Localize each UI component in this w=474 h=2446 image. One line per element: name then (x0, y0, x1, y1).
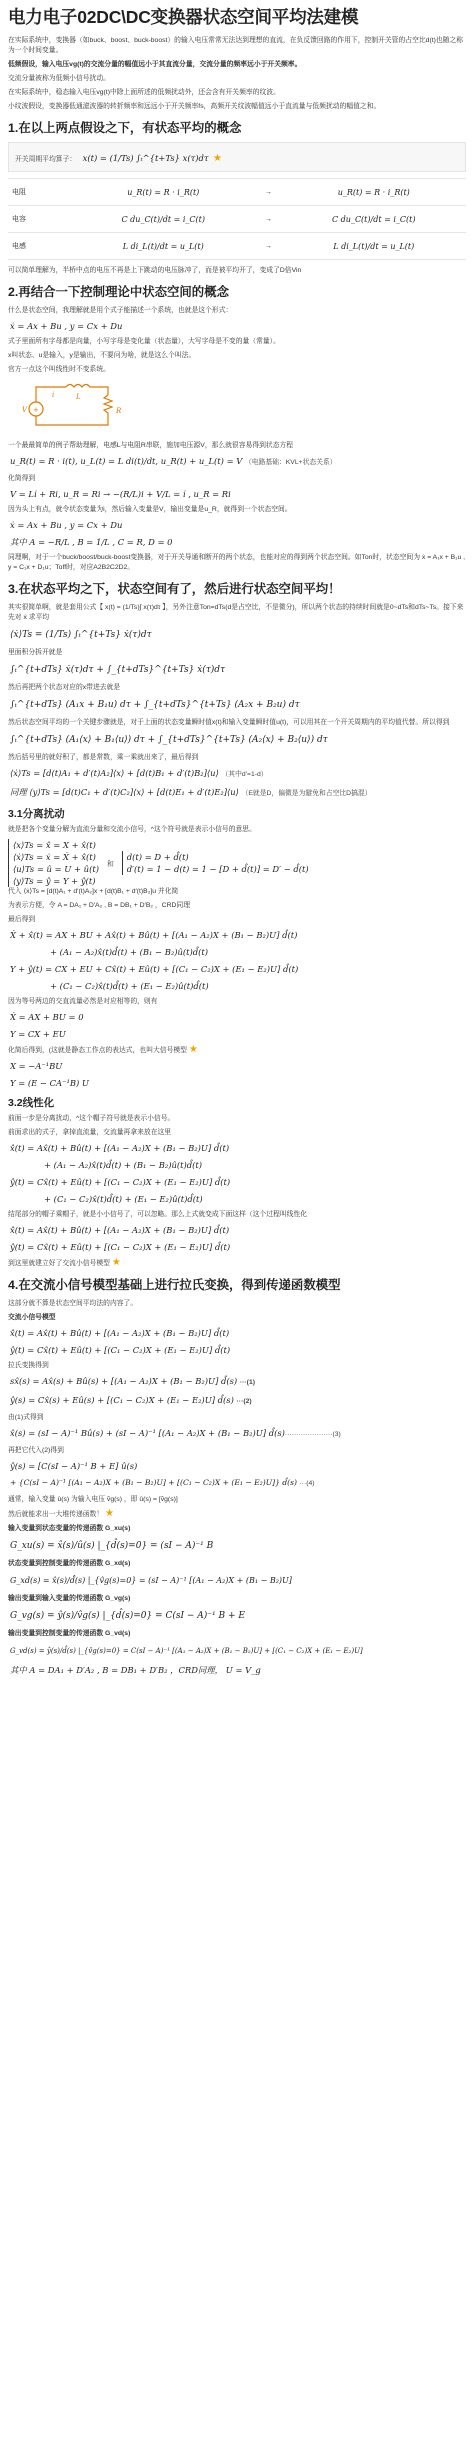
star-icon: ★ (188, 1044, 198, 1055)
output-transfer-equation: ŷ(s) = [C(sI − A)⁻¹ B + E] û(s) (10, 1461, 138, 1471)
perturbation-line: ⟨u⟩Ts = û = U + û(t) (13, 864, 99, 874)
ac-state-equation: x̂̇(t) = Ax̂(t) + Bû(t) + [(A₁ − A₂)X + (B₁ − B₂)U] d̂(t) (10, 1143, 230, 1153)
intro-p4: 在实际系统中，稳态输入电压vg(t)中除上面所述的低频扰动外，还会含有开关频率的纹波。 (8, 89, 280, 96)
paragraph: 然后状态空间平均的一个关键步骤就是，对于上面的状态变量瞬时值x(t)和输入变量瞬时值u(t)，可以用其在一个开关周期内的平均值代替。所以得到 (8, 719, 450, 726)
paragraph: 最后得到 (8, 916, 36, 923)
svg-text:R: R (116, 407, 122, 415)
paragraph: 前面求出的式子，拿掉直流量，交流量再拿来放在这里 (8, 1129, 172, 1136)
solved-state-formula: x̂(s) = (sI − A)⁻¹ Bû(s) + (sI − A)⁻¹ [(A₁ − A₂)X + (B₁ − B₂)U] d̂(s) (10, 1428, 285, 1438)
averaged-state-equation (10, 767, 466, 781)
split-integral-equation: ∫ₜ^{t+dTs} ẋ(τ)dτ + ∫_{t+dTs}^{t+Ts} ẋ(τ)dτ (10, 665, 226, 675)
perturbation-line: ⟨ẋ⟩Ts = ẋ = Ẋ + x̂̇(t) (13, 852, 96, 862)
matrix-definitions: 其中 A = −R/L , B = 1/L , C = R, D = 0 (10, 537, 173, 547)
paragraph-text: 然后就能求出一大堆传递函数！ (8, 1511, 104, 1518)
transfer-function-equation: G_vd(s) = ŷ(s)/d̂(s) |_{v̂g(s)=0} = C(sI − A)⁻¹ [(A₁ − A₂)X + (B₁ − B₂)U] + [(C₁ − C₂)X + (E₁ − E₂)U] (10, 1647, 363, 1655)
linear-state-equation: x̂̇(t) = Ax̂(t) + Bû(t) + [(A₁ − A₂)X + (B₁ − B₂)U] d̂(t) (10, 1225, 230, 1235)
duty-line: d(t) = D + d̂(t) (126, 852, 189, 862)
arrow-icon: → (256, 206, 282, 233)
paragraph: 结尾部分的帽子乘帽子，就是小小信号了，可以忽略。那么上式就变成下面这样（这个过程叫线性化 (8, 1211, 308, 1218)
paragraph: 前面一步是分离扰动，^这个帽子符号就是表示小信号。 (8, 1115, 175, 1122)
averaged-state-note: （其中d'=1-d） (221, 771, 268, 778)
paragraph: 拉氏变换得到 (8, 1362, 49, 1369)
instant-equation: L di_L(t)/dt = u_L(t) (71, 233, 256, 260)
kvl-equation (10, 455, 466, 469)
paragraph: 官方一点这个叫线性时不变系统。 (8, 366, 110, 373)
average-operator-box (8, 142, 466, 172)
perturbed-output-equation-cont: + (C₁ − C₂)x̂(t)d̂(t) + (E₁ − E₂)û(t)d̂(t) (50, 981, 209, 991)
paragraph: 式子里面所有字母都是向量，小写字母是变化量（状态量），大写字母是不变的量（常量）。 (8, 338, 280, 345)
paragraph (8, 1258, 466, 1269)
paragraph: 通常，输入变量 û(s) 为输入电压 v̂g(s) ，即 û(s) = [v̂g(s)] (8, 1496, 178, 1503)
small-signal-state-equation: x̂̇(t) = Ax̂(t) + Bû(t) + [(A₁ − A₂)X + (B₁ − B₂)U] d̂(t) (10, 1328, 230, 1338)
average-operator-label: 开关周期平均算子： (15, 156, 77, 163)
instant-equation: C du_C(t)/dt = i_C(t) (71, 206, 256, 233)
and-label: 和 (106, 861, 114, 868)
page-title: 电力电子02DC\DC变换器状态空间平均法建模 (8, 7, 359, 27)
perturbation-line: ⟨y⟩Ts = ŷ = Y + ŷ(t) (13, 876, 96, 886)
ac-output-equation: ŷ(t) = Cx̂(t) + Eû(t) + [(C₁ − C₂)X + (E₁ − E₂)U] d̂(t) (10, 1177, 231, 1187)
paragraph: 就是把各个变量分解为直流分量和交流小信号，^这个符号就是表示小信号的意思。 (8, 826, 256, 833)
star-icon: ★ (105, 1508, 115, 1519)
transfer-function-label: 输出变量到输入变量的传递函数 G_vg(s) (8, 1595, 131, 1602)
average-equation: C du_C(t)/dt = i_C(t) (282, 206, 467, 233)
intro-p5: 小纹波假设，变换器低通滤波器的转折频率和远远小于开关频率fs，高频开关纹波幅值远小于直流量与低频扰动的幅值之和。 (8, 103, 381, 110)
kvl-formula: u_R(t) = R · i(t), u_L(t) = L di(t)/dt, u_R(t) + u_L(t) = V (10, 456, 243, 466)
perturbed-state-equation: Ẋ + x̂̇(t) = AX + BU + Ax̂(t) + Bû(t) + [(A₁ − A₂)X + (B₁ − B₂)U] d̂(t) (10, 930, 298, 940)
transfer-function-equation: G_xd(s) = x̂(s)/d̂(s) |_{v̂g(s)=0} = (sI − A)⁻¹ [(A₁ − A₂)X + (B₁ − B₂)U] (10, 1576, 292, 1585)
table-row (8, 206, 466, 233)
average-operator-formula: x(t) = (1/Ts) ∫ₜ^{t+Ts} x(τ)dτ (82, 153, 209, 163)
star-icon: ★ (111, 1257, 121, 1268)
simplified-equation: V = Li̇ + Ri, u_R = Ri → −(R/L)i + V/L = i̇ , u_R = Ri (10, 489, 231, 499)
kvl-note: （电路基础：KVL+状态关系） (244, 459, 337, 466)
paragraph: 再把它代入(2)得到 (8, 1447, 64, 1454)
paragraph: 然后括号里的就好积了，都是常数，乘一乘就出来了，最后得到 (8, 754, 199, 761)
section-4-heading: 4.在交流小信号模型基础上进行拉氏变换，得到传递函数模型 (8, 1278, 341, 1292)
paragraph: 为表示方便，令 A = DA₁ + D′A₂ , B = DB₁ + D′B₂ ，CRD同理 (8, 902, 190, 909)
laplace-output-formula: ŷ(s) = Cx̂(s) + Eû(s) + [(C₁ − C₂)X + (E₁ − E₂)U] d̂(s) (10, 1395, 234, 1405)
average-equation: L di_L(t)/dt = u_L(t) (282, 233, 467, 260)
averaged-output-equation (10, 786, 466, 800)
ac-state-equation-cont: + (A₁ − A₂)x̂(t)d̂(t) + (B₁ − B₂)û(t)d̂(t) (44, 1160, 203, 1170)
paragraph (8, 1509, 466, 1520)
paragraph: 里面积分拆开就是 (8, 649, 63, 656)
transfer-function-list (8, 1524, 466, 1659)
row-label: 电感 (8, 233, 71, 260)
svg-text:+: + (33, 406, 39, 414)
transfer-function-label: 输入变量到状态变量的传递函数 G_xu(s) (8, 1525, 131, 1532)
operating-point-x: X = −A⁻¹BU (10, 1061, 63, 1071)
paragraph: 什么是状态空间，我理解就是用个式子能描述一个系统，也就是这个形式： (8, 307, 233, 314)
row-label: 电阻 (8, 179, 71, 206)
intro-p1: 在实际系统中，变换器（如buck、boost、buck-boost）的输入电压常常无法达到理想的直流，在负反馈回路的作用下，控制开关管的占空比d(t)也随之称为一个时间变量。 (8, 37, 464, 54)
paragraph: 同理啊，对于一个buck/boost/buck-boost变换器，对于开关导通和断开的两个状态，也能对应的得到两个状态空间。如Ton时，状态空间为 ẋ = A₁x + B₁u , y = C₁x + D₁u；Toff时，对应A2B2C2D2。 (8, 554, 466, 571)
state-space-equation: ẋ = Ax + Bu , y = Cx + Du (10, 321, 123, 331)
arrow-icon: → (256, 179, 282, 206)
element-comparison-table (8, 178, 466, 260)
average-equation: u_R(t) = R · i_R(t) (282, 179, 467, 206)
linear-output-equation: ŷ(t) = Cx̂(t) + Eû(t) + [(C₁ − C₂)X + (E₁ − E₂)U] d̂(t) (10, 1242, 231, 1252)
perturbation-left (8, 839, 99, 887)
perturbation-line: ⟨x⟩Ts = x̂ = X + x̂(t) (13, 840, 96, 850)
table-row (8, 179, 466, 206)
star-icon: ★ (212, 153, 222, 164)
svg-text:V: V (22, 406, 28, 414)
paragraph: 这部分就不算是状态空间平均法的内容了。 (8, 1300, 138, 1307)
perturbation-definitions (8, 839, 466, 887)
transfer-function-equation: G_xu(s) = x̂(s)/û(s) |_{d̂(s)=0} = (sI − A)⁻¹ B (10, 1541, 214, 1551)
averaged-integral-equation: ∫ₜ^{t+dTs} (A₁⟨x⟩ + B₁⟨u⟩) dτ + ∫_{t+dTs}^{t+Ts} (A₂⟨x⟩ + B₂⟨u⟩) dτ (10, 735, 328, 745)
small-signal-output-equation: ŷ(t) = Cx̂(t) + Eû(t) + [(C₁ − C₂)X + (E₁ − E₂)U] d̂(t) (10, 1345, 231, 1355)
intro (8, 36, 466, 112)
perturbation-right (122, 851, 309, 875)
intro-p2: 低频假设，输入电压vg(t)的交流分量的幅值远小于其直流分量，交流分量的频率远小于开关频率。 (8, 61, 302, 68)
paragraph-text: 化简后得到，(这就是静态工作点的表达式，也叫大信号模型 (8, 1047, 187, 1054)
section-3-1-heading: 3.1分离扰动 (8, 808, 65, 820)
dc-state-equation: Ẋ = AX + BU = 0 (10, 1012, 84, 1022)
perturbed-state-equation-cont: + (A₁ − A₂)x̂(t)d̂(t) + (B₁ − B₂)û(t)d̂(t) (50, 947, 209, 957)
instant-equation: u_R(t) = R · i_R(t) (71, 179, 256, 206)
equation-tag: ·····················(3) (284, 1431, 341, 1438)
laplace-state-equation (10, 1375, 466, 1389)
paragraph: 因为头上有点，就令状态变量为i，然后输入变量是V，输出变量是u_R，就得到一个状态空间。 (8, 506, 292, 513)
substituted-integral-equation: ∫ₜ^{t+dTs} (A₁x + B₁u) dτ + ∫_{t+dTs}^{t+Ts} (A₂x + B₂u) dτ (10, 700, 300, 710)
solved-state-equation (10, 1427, 466, 1441)
averaged-state-formula: ⟨ẋ⟩Ts = [d(t)A₁ + d′(t)A₂]⟨x⟩ + [d(t)B₁ + d′(t)B₂]⟨u⟩ (10, 768, 219, 778)
svg-text:L: L (76, 393, 81, 401)
arrow-icon: → (256, 233, 282, 260)
output-transfer-formula-cont: + {C(sI − A)⁻¹ [(A₁ − A₂)X + (B₁ − B₂)U] + [(C₁ − C₂)X + (E₁ − E₂)U]} d̂(s) (10, 1478, 297, 1487)
equation-tag: ···(4) (299, 1480, 315, 1487)
intro-p3: 交流分量被称为低频小信号扰动。 (8, 75, 110, 82)
state-space-equation: ẋ = Ax + Bu , y = Cx + Du (10, 520, 123, 530)
dc-output-equation: Y = CX + EU (10, 1029, 66, 1039)
averaged-output-formula: 同理 ⟨y⟩Ts = [d(t)C₁ + d′(t)C₂]⟨x⟩ + [d(t)E₁ + d′(t)E₂]⟨u⟩ (10, 787, 239, 797)
paragraph: 因为等号两边的交直流量必然是对应相等的，则有 (8, 998, 158, 1005)
paragraph: 代入 ⟨ẋ⟩Ts = [d(t)A₁ + d′(t)A₂]x + [d(t)B₁ + d′(t)B₂]u 并化简 (8, 888, 179, 895)
laplace-output-equation (10, 1394, 466, 1408)
transfer-function-label: 状态变量到控制变量的传递函数 G_xd(s) (8, 1560, 131, 1567)
paragraph: 其实很简单啊，就是套用公式【 x(t) = (1/Ts)∫ x(τ)dτ 】，另外注意Ton=dTs(d是占空比，不是微分)，所以两个状态的持续时间就是0~dTs和dTs~Ts。接下来先对 ẋ 求平均 (8, 604, 464, 621)
section-1-heading: 1.在以上两点假设之下，有状态平均的概念 (8, 121, 242, 135)
equation-tag: ···(1) (239, 1379, 255, 1386)
averaged-output-note: （E就是D，偏微是为避免和占空比D搞混） (241, 790, 372, 797)
equation-tag: ···(2) (236, 1398, 252, 1405)
section-3-heading: 3.在状态平均之下，状态空间有了，然后进行状态空间平均！ (8, 582, 341, 596)
paragraph: 交流小信号模型 (8, 1314, 56, 1321)
paragraph: 化简得到 (8, 475, 36, 482)
perturbed-output-equation: Y + ŷ(t) = CX + EU + Cx̂(t) + Eû(t) + [(C₁ − C₂)X + (E₁ − E₂)U] d̂(t) (10, 964, 299, 974)
laplace-state-formula: sx̂(s) = Ax̂(s) + Bû(s) + [(A₁ − A₂)X + (B₁ − B₂)U] d̂(s) (10, 1376, 238, 1386)
footer-definitions: 其中 A = DA₁ + D′A₂ , B = DB₁ + D′B₂ ，CRD同理， U = V_g (10, 1665, 261, 1675)
transfer-function-label: 输出变量到控制变量的传递函数 G_vd(s) (8, 1630, 131, 1637)
transfer-function-equation: G_vg(s) = ŷ(s)/v̂g(s) |_{d̂(s)=0} = C(sI − A)⁻¹ B + E (10, 1611, 245, 1621)
ac-output-equation-cont: + (C₁ − C₂)x̂(t)d̂(t) + (E₁ − E₂)û(t)d̂(t) (44, 1194, 203, 1204)
article (0, 6, 474, 2446)
row-label: 电容 (8, 206, 71, 233)
average-derivative-equation: ⟨ẋ⟩Ts = (1/Ts) ∫ₜ^{t+Ts} ẋ(τ)dτ (10, 630, 152, 640)
output-transfer-equation-cont (10, 1477, 466, 1490)
operating-point-y: Y = (E − CA⁻¹B) U (10, 1078, 89, 1088)
section-1-note: 可以简单理解为，半桥中点的电压不再是上下跳动的电压脉冲了，而是被平均开了，变成了D倍Vin (8, 267, 302, 274)
rl-circuit-diagram (22, 379, 142, 435)
paragraph: x叫状态、u是输入，y是输出，不要问为啥，就是这么个叫法。 (8, 352, 196, 359)
section-2-heading: 2.再结合一下控制理论中状态空间的概念 (8, 285, 229, 299)
paragraph: 然后再把两个状态对应的x带进去就是 (8, 684, 121, 691)
paragraph (8, 1045, 466, 1056)
table-row (8, 233, 466, 260)
paragraph: 一个最最简单的例子帮助理解，电感L与电阻R串联，施加电压源V，那么就很容易得到状态方程 (8, 442, 294, 449)
svg-text:i: i (52, 391, 55, 399)
duty-line: d′(t) = 1 − d(t) = 1 − [D + d̂(t)] = D′ − d̂(t) (126, 864, 309, 874)
section-3-2-heading: 3.2线性化 (8, 1097, 55, 1109)
paragraph-text: 到这里就建立好了交流小信号模型 (8, 1260, 110, 1267)
paragraph: 由(1)式得到 (8, 1414, 44, 1421)
